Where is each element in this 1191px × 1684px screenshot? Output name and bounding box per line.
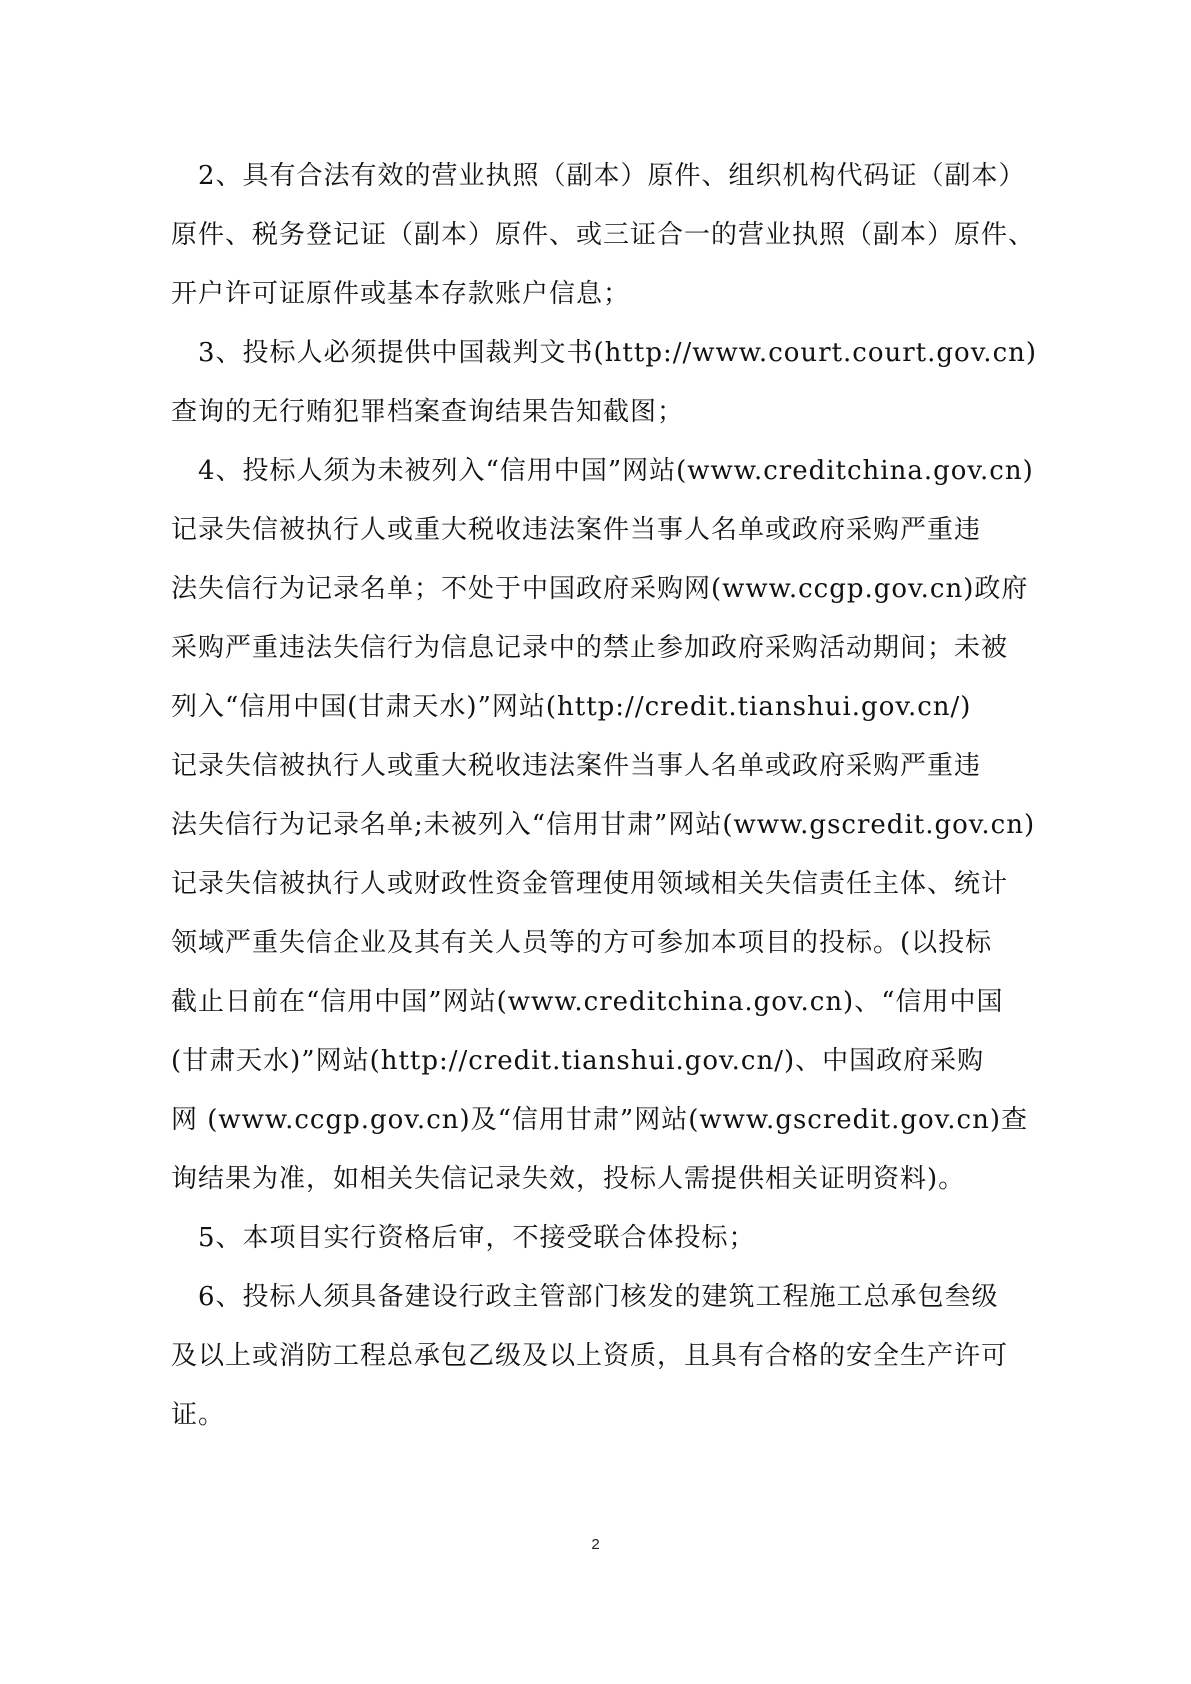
- text-line: 截止日前在“信用中国”网站(www.creditchina.gov.cn)、“信用中国: [171, 987, 1004, 1017]
- text-line: 询结果为准，如相关失信记录失效，投标人需提供相关证明资料)。: [171, 1164, 966, 1194]
- text-line: 法失信行为记录名单;未被列入“信用甘肃”网站(www.gscredit.gov.cn): [171, 810, 1036, 840]
- paragraph-item-3: [171, 324, 1039, 442]
- text-line: 3、投标人必须提供中国裁判文书(http://www.court.court.gov.cn): [198, 338, 1038, 368]
- text-line: 采购严重违法失信行为信息记录中的禁止参加政府采购活动期间；未被: [171, 633, 1009, 663]
- text-line: 记录失信被执行人或财政性资金管理使用领域相关失信责任主体、统计: [171, 869, 1009, 899]
- paragraph-item-2: [171, 147, 1039, 324]
- text-line: 法失信行为记录名单；不处于中国政府采购网(www.ccgp.gov.cn)政府: [171, 574, 1029, 604]
- text-line: 2、具有合法有效的营业执照（副本）原件、组织机构代码证（副本）: [198, 161, 1026, 191]
- text-line: 原件、税务登记证（副本）原件、或三证合一的营业执照（副本）原件、: [171, 220, 1036, 250]
- paragraph-item-6: [171, 1268, 1039, 1445]
- text-line: 记录失信被执行人或重大税收违法案件当事人名单或政府采购严重违: [171, 751, 982, 781]
- text-line: 4、投标人须为未被列入“信用中国”网站(www.creditchina.gov.cn): [198, 456, 1034, 486]
- text-line: 及以上或消防工程总承包乙级及以上资质，且具有合格的安全生产许可: [171, 1341, 1009, 1371]
- text-line: 开户许可证原件或基本存款账户信息；: [171, 279, 631, 309]
- text-line: 证。: [171, 1400, 226, 1430]
- text-line: 5、本项目实行资格后审，不接受联合体投标；: [198, 1223, 756, 1253]
- document-body: [171, 147, 1039, 1445]
- paragraph-item-4: [171, 442, 1039, 1209]
- text-line: 列入“信用中国(甘肃天水)”网站(http://credit.tianshui.gov.cn/): [171, 692, 972, 722]
- paragraph-item-5: [171, 1209, 1039, 1268]
- text-line: (甘肃天水)”网站(http://credit.tianshui.gov.cn/)、中国政府采购: [171, 1046, 985, 1076]
- page-number: 2: [591, 1536, 600, 1553]
- text-line: 查询的无行贿犯罪档案查询结果告知截图；: [171, 397, 685, 427]
- text-line: 网 (www.ccgp.gov.cn)及“信用甘肃”网站(www.gscredit.gov.cn)查: [171, 1105, 1028, 1135]
- text-line: 记录失信被执行人或重大税收违法案件当事人名单或政府采购严重违: [171, 515, 982, 545]
- text-line: 6、投标人须具备建设行政主管部门核发的建筑工程施工总承包叁级: [198, 1282, 999, 1312]
- text-line: 领域严重失信企业及其有关人员等的方可参加本项目的投标。(以投标: [171, 928, 993, 958]
